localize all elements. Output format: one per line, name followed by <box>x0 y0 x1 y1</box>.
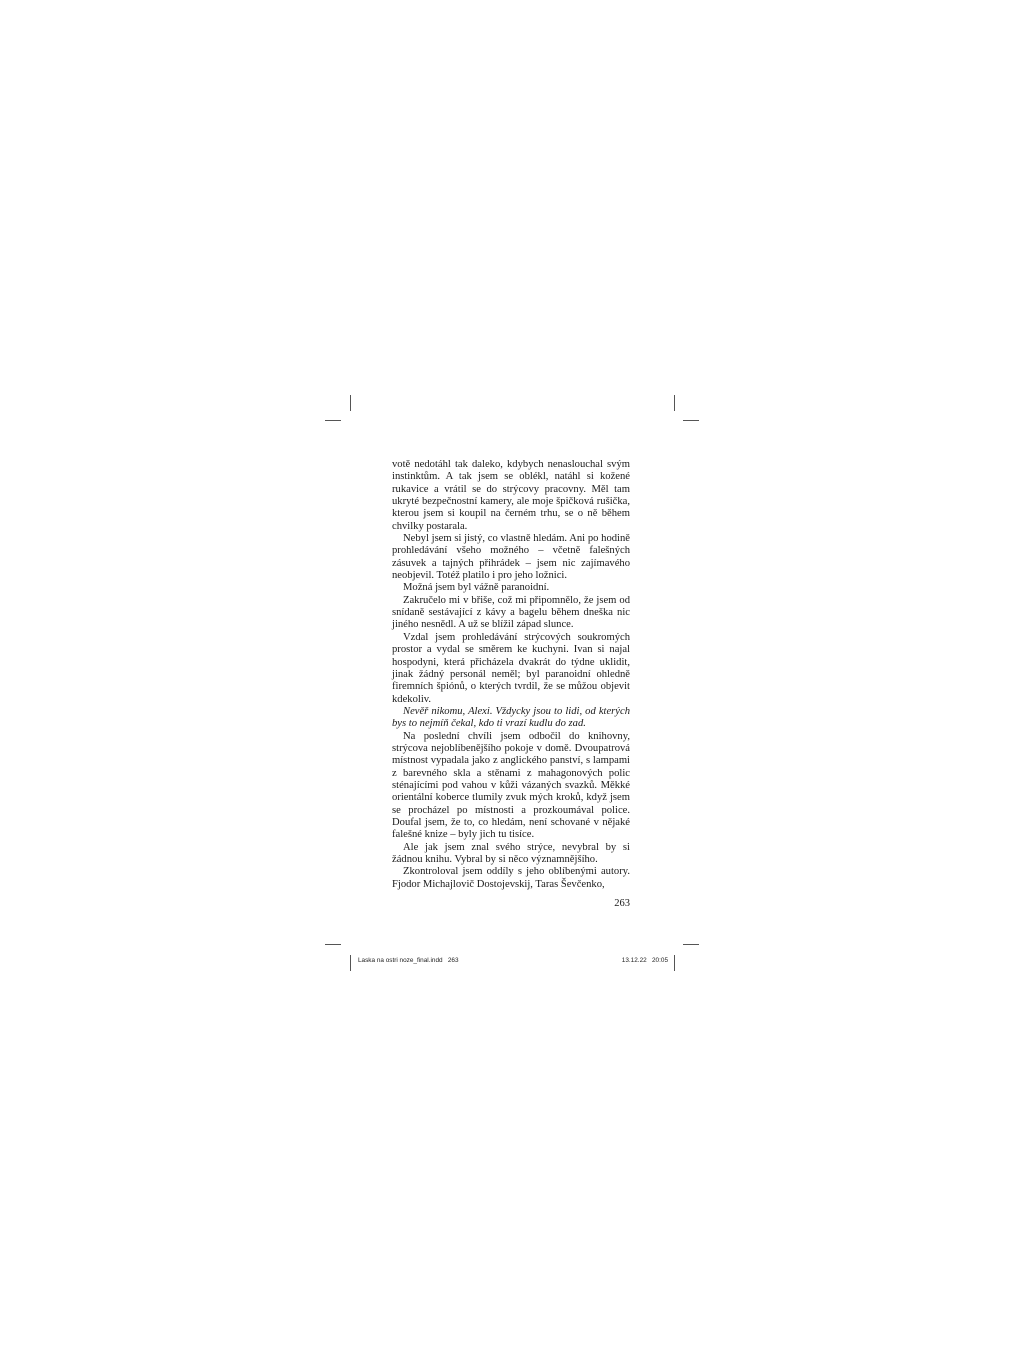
slug-file-name: Laska na ostri noze_final.indd 263 <box>358 957 459 964</box>
crop-mark-top-right-vertical <box>674 395 675 411</box>
paragraph: votě nedotáhl tak daleko, kdybych nenaslouchal svým instinktům. A tak jsem se oblékl, natáhl si kožené rukavice a vrátil se do strýcovy pracovny. Měl tam ukryté bezpečnostní kamery, ale moje špičková rušička, kterou jsem si koupil na černém trhu, se o ně během chvilky postarala. <box>392 459 630 532</box>
crop-mark-top-right-horizontal <box>683 420 699 421</box>
crop-mark-top-left-vertical <box>350 395 351 411</box>
book-text <box>392 459 630 891</box>
paragraph: Vzdal jsem prohledávání strýcových soukromých prostor a vydal se směrem ke kuchyni. Ivan si najal hospodyni, která přicházela dvakrát do týdne uklidit, jinak žádný personál neměl; byl paranoidní ohledně firemních špiónů, o kterých tvrdil, že se můžou objevit kdekoliv. <box>392 631 630 705</box>
paragraph: Ale jak jsem znal svého strýce, nevybral by si žádnou knihu. Vybral by si něco významnějšího. <box>392 841 630 865</box>
paragraph: Nebyl jsem si jistý, co vlastně hledám. Ani po hodině prohledávání všeho možného – včetně falešných zásuvek a tajných přihrádek – jsem nic zajímavého neobjevil. Totéž platilo i pro jeho ložnici. <box>392 533 630 582</box>
crop-mark-bottom-left-horizontal <box>325 944 341 945</box>
crop-mark-bottom-right-vertical <box>674 955 675 971</box>
paragraph: Na poslední chvíli jsem odbočil do knihovny, strýcova nejoblíbenějšího pokoje v domě. Dvoupatrová místnost vypadala jako z anglického panství, s lampami z barevného skla a stěnami z mahagonových polic sténajícími pod vahou v kůži vázaných svazků. Měkké orientální koberce tlumily zvuk mých kroků, když jsem se procházel po místnosti a prozkoumával police. Doufal jsem, že to, co hledám, není schované v nějaké falešné knize – byly jich tu tisíce. <box>392 730 630 841</box>
crop-mark-bottom-left-vertical <box>350 955 351 971</box>
crop-mark-bottom-right-horizontal <box>683 944 699 945</box>
slug-timestamp: 13.12.22 20:05 <box>621 957 668 964</box>
paragraph: Zakručelo mi v břiše, což mi připomnělo, že jsem od snídaně sestávající z kávy a bagelu během dneška nic jiného nesnědl. A už se blížil západ slunce. <box>392 594 630 631</box>
crop-mark-top-left-horizontal <box>325 420 341 421</box>
page-number: 263 <box>614 898 630 909</box>
paragraph: Zkontroloval jsem oddíly s jeho oblíbenými autory. Fjodor Michajlovič Dostojevskij, Taras Ševčenko, <box>392 866 630 890</box>
paragraph: Možná jsem byl vážně paranoidní. <box>403 582 550 594</box>
italic-paragraph: Nevěř nikomu, Alexi. Vždycky jsou to lidi, od kterých bys to nejmíň čekal, kdo ti vrazí kudlu do zad. <box>392 705 630 730</box>
